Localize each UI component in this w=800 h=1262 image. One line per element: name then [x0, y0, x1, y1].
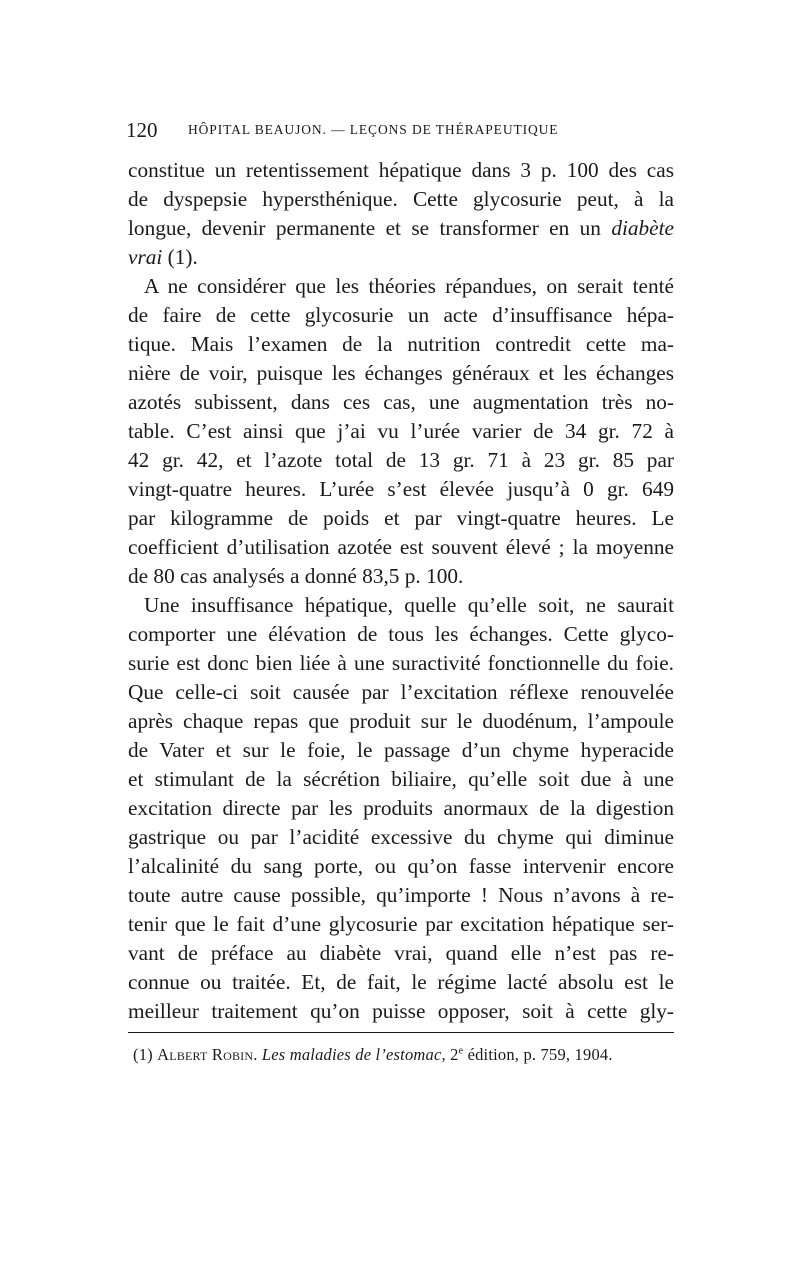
text-line: 42 gr. 42, et l’azote total de 13 gr. 71 à 23 gr. 85 par: [128, 448, 674, 472]
text-line: azotés subissent, dans ces cas, une augmentation très no-: [128, 390, 674, 414]
text-line: Une insuffisance hépatique, quelle qu’elle soit, ne saurait: [144, 593, 674, 617]
text-line: gastrique ou par l’acidité excessive du chyme qui diminue: [128, 825, 674, 849]
text-line: longue, devenir permanente et se transformer en un diabète: [128, 216, 674, 240]
text-line: excitation directe par les produits anormaux de la digestion: [128, 796, 674, 820]
text-line: tique. Mais l’examen de la nutrition contredit cette ma-: [128, 332, 674, 356]
footnote-edition-sup: e: [458, 1045, 464, 1057]
text-line: de dyspepsie hypersthénique. Cette glycosurie peut, à la: [128, 187, 674, 211]
text-line: vingt-quatre heures. L’urée s’est élevée jusqu’à 0 gr. 649: [128, 477, 674, 501]
text-line: vant de préface au diabète vrai, quand elle n’est pas re-: [128, 941, 674, 965]
footnote-reference: (1).: [167, 245, 198, 269]
footnote-marker: (1): [133, 1045, 153, 1064]
text-line: Que celle-ci soit causée par l’excitation réflexe renouvelée: [128, 680, 674, 704]
text-line: par kilogramme de poids et par vingt-quatre heures. Le: [128, 506, 674, 530]
footnote-title: Les maladies de l’estomac,: [261, 1045, 446, 1064]
text-line: meilleur traitement qu’on puisse opposer, soit à cette gly-: [128, 999, 674, 1023]
text-line: A ne considérer que les théories répandues, on serait tenté: [144, 274, 674, 298]
text-line: table. C’est ainsi que j’ai vu l’urée varier de 34 gr. 72 à: [128, 419, 674, 443]
text-line: connue ou traitée. Et, de fait, le régime lacté absolu est le: [128, 970, 674, 994]
running-title: HÔPITAL BEAUJON. — LEÇONS DE THÉRAPEUTIQUE: [188, 122, 559, 137]
page-number: 120: [126, 118, 158, 142]
text-line: constitue un retentissement hépatique dans 3 p. 100 des cas: [128, 158, 674, 182]
italic-term: vrai: [128, 245, 163, 269]
text-line: de 80 cas analysés a donné 83,5 p. 100.: [128, 564, 464, 588]
text-line: coefficient d’utilisation azotée est souvent élevé ; la moyenne: [128, 535, 674, 559]
text-line: comporter une élévation de tous les échanges. Cette glyco-: [128, 622, 674, 646]
footnote-edition: 2: [450, 1045, 459, 1064]
text-line: nière de voir, puisque les échanges généraux et les échanges: [128, 361, 674, 385]
text-line: l’alcalinité du sang porte, ou qu’on fasse intervenir encore: [128, 854, 674, 878]
text-line: [128, 243, 674, 272]
italic-term: diabète: [611, 216, 674, 240]
text-line: tenir que le fait d’une glycosurie par excitation hépatique ser-: [128, 912, 674, 936]
text-line: après chaque repas que produit sur le duodénum, l’ampoule: [128, 709, 674, 733]
text-line: surie est donc bien liée à une suractivité fonctionnelle du foie.: [128, 651, 674, 675]
text-line: de faire de cette glycosurie un acte d’insuffisance hépa-: [128, 303, 674, 327]
text-line: toute autre cause possible, qu’importe ! Nous n’avons à re-: [128, 883, 674, 907]
running-header: [126, 118, 678, 146]
footnote: [133, 1045, 678, 1065]
text-line: de Vater et sur le foie, le passage d’un chyme hyperacide: [128, 738, 674, 762]
text-line: et stimulant de la sécrétion biliaire, qu’elle soit due à une: [128, 767, 674, 791]
footnote-rule: [128, 1032, 674, 1033]
footnote-rest: édition, p. 759, 1904.: [467, 1045, 613, 1064]
footnote-author: Albert Robin.: [157, 1045, 258, 1064]
